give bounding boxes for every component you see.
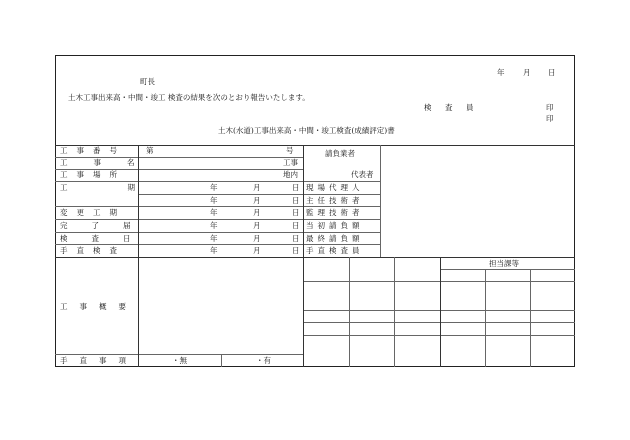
grid-line: [440, 269, 575, 270]
row-line: [303, 194, 380, 195]
label-inspection-date: 検査日: [60, 234, 155, 243]
period-end-month: 月: [253, 196, 261, 205]
inspection-month: 月: [253, 234, 261, 243]
row-line: [303, 244, 380, 245]
row-line: [303, 219, 380, 220]
completion-month: 月: [253, 221, 261, 230]
label-completion-notice: 完了届: [60, 221, 155, 230]
report-sentence: 土木工事出来高・中間・竣工 検査の結果を次のとおり報告いたします。: [68, 93, 310, 102]
changed-period-year: 年: [210, 208, 218, 217]
date-month: 月: [523, 68, 531, 77]
row-line: [55, 257, 575, 258]
row-line: [55, 219, 303, 220]
date-year: 年: [497, 68, 505, 77]
grid-line: [303, 322, 575, 323]
row-line: [303, 206, 380, 207]
label-final-contract-amount: 最終請負額: [306, 234, 364, 243]
row-line: [55, 244, 303, 245]
work-name-suffix: 工事: [283, 158, 298, 167]
changed-period-day: 日: [292, 208, 300, 217]
label-site-agent: 現場代理人: [306, 183, 364, 192]
label-changed-period: 変更工期: [60, 208, 126, 217]
label-initial-contract-amount: 当初請負額: [306, 221, 364, 230]
grid-line: [303, 335, 575, 336]
label-corrections: 手直事項: [60, 356, 138, 365]
row-line: [303, 181, 380, 182]
label-work-summary: 工事概要: [60, 302, 138, 311]
seal-mark-2: 印: [546, 114, 554, 123]
representative-label: 代表者: [351, 170, 374, 179]
option-yes: ・有: [256, 356, 271, 365]
label-reinspection-inspector: 手直検査員: [306, 246, 364, 255]
reinspection-day: 日: [292, 246, 300, 255]
addressee: 町長: [140, 77, 155, 86]
contractor-label: 請負業者: [325, 149, 355, 158]
grid-col-line: [530, 269, 531, 367]
label-work-location: 工事場所: [60, 170, 126, 179]
label-reinspection: 手直検査: [60, 246, 126, 255]
row-line: [55, 232, 303, 233]
label-supervising-engineer: 監理技術者: [306, 208, 364, 217]
period-day: 日: [292, 183, 300, 192]
seal-mark-1: 印: [546, 103, 554, 112]
period-month: 月: [253, 183, 261, 192]
grid-col-line: [394, 257, 395, 367]
row-line: [55, 206, 303, 207]
period-year: 年: [210, 183, 218, 192]
dept-label: 担当課等: [489, 259, 519, 268]
date-day: 日: [548, 68, 556, 77]
reinspection-year: 年: [210, 246, 218, 255]
label-chief-engineer: 主任技術者: [306, 196, 364, 205]
form-title: 土木(水道)工事出来高・中間・竣工検査(成績評定)書: [218, 126, 395, 135]
work-number-suffix: 号: [286, 146, 294, 155]
grid-line: [303, 310, 575, 311]
changed-period-month: 月: [253, 208, 261, 217]
corrections-divider: [221, 354, 222, 367]
period-end-year: 年: [210, 196, 218, 205]
row-line: [55, 181, 303, 182]
period-end-day: 日: [292, 196, 300, 205]
row-line: [138, 194, 303, 195]
grid-col-line: [349, 257, 350, 367]
grid-col-line: [485, 269, 486, 367]
completion-day: 日: [292, 221, 300, 230]
reinspection-month: 月: [253, 246, 261, 255]
label-work-period: 工期: [60, 183, 195, 192]
label-col-line: [138, 145, 139, 367]
center-col-line: [303, 145, 304, 367]
work-location-suffix: 地内: [283, 170, 298, 179]
option-none: ・無: [172, 356, 187, 365]
work-number-prefix: 第: [146, 146, 154, 155]
inspection-year: 年: [210, 234, 218, 243]
label-work-number: 工事番号: [60, 146, 126, 155]
right-label-col-line: [380, 145, 381, 257]
inspector-label: 検 査 員: [424, 103, 477, 112]
grid-line: [303, 281, 575, 282]
grid-col-line: [440, 257, 441, 367]
row-line: [55, 354, 303, 355]
table-top-line: [55, 145, 575, 146]
row-line: [303, 232, 380, 233]
label-work-name: 工事名: [60, 158, 161, 167]
inspection-day: 日: [292, 234, 300, 243]
completion-year: 年: [210, 221, 218, 230]
